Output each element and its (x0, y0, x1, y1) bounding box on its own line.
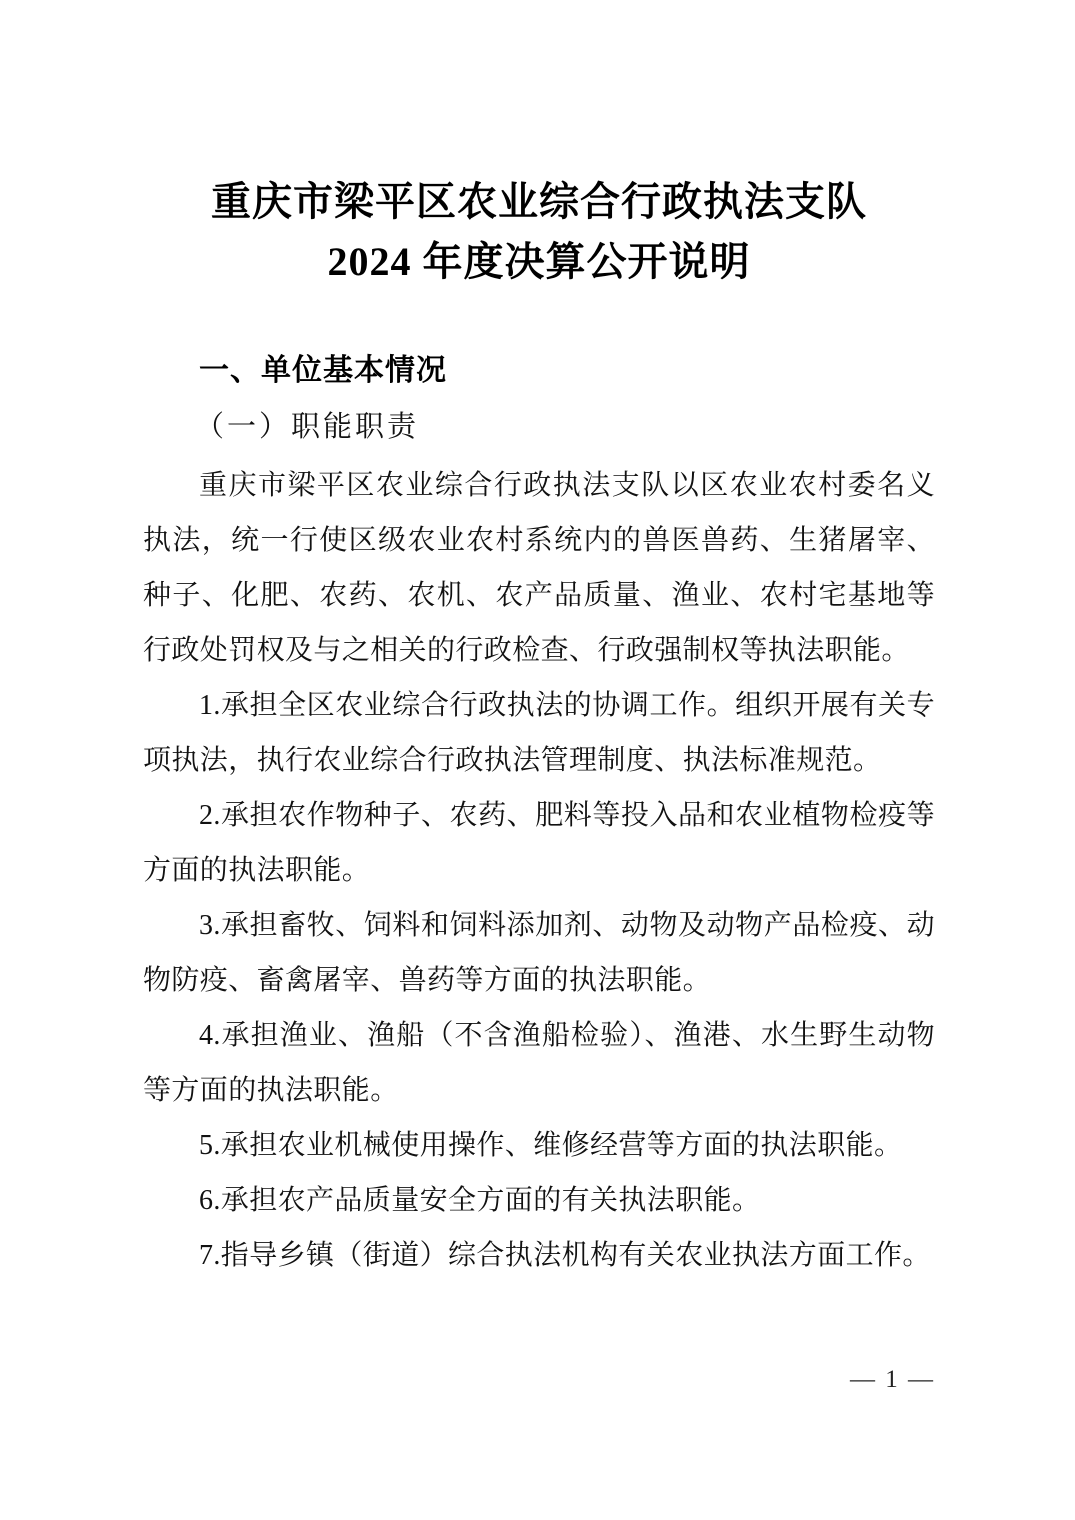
list-item-3: 3.承担畜牧、饲料和饲料添加剂、动物及动物产品检疫、动物防疫、畜禽屠宰、兽药等方面的执法职能。 (143, 910, 935, 996)
sub-section-heading: （一）职能职责 (195, 411, 420, 443)
document-content (143, 0, 935, 1283)
document-title (143, 172, 935, 292)
paragraph-intro: 重庆市梁平区农业综合行政执法支队以区农业农村委名义执法，统一行使区级农业农村系统内的兽医兽药、生猪屠宰、种子、化肥、农药、农机、农产品质量、渔业、农村宅基地等行政处罚权及与之相关的行政检查、行政强制权等执法职能。 (143, 470, 935, 666)
list-item-5: 5.承担农业机械使用操作、维修经营等方面的执法职能。 (199, 1130, 903, 1161)
section-heading: 一、单位基本情况 (199, 354, 447, 387)
list-item-6: 6.承担农产品质量安全方面的有关执法职能。 (199, 1185, 761, 1216)
page-number: — 1 — (850, 1366, 935, 1393)
document-title-line1: 重庆市梁平区农业综合行政执法支队 (211, 179, 867, 224)
document-title-line2: 2024 年度决算公开说明 (327, 239, 751, 284)
list-item-7: 7.指导乡镇（街道）综合执法机构有关农业执法方面工作。 (199, 1240, 931, 1271)
list-item-1: 1.承担全区农业综合行政执法的协调工作。组织开展有关专项执法，执行农业综合行政执法管理制度、执法标准规范。 (143, 690, 935, 776)
list-item-4: 4.承担渔业、渔船（不含渔船检验）、渔港、水生野生动物等方面的执法职能。 (143, 1020, 935, 1106)
body-text (143, 458, 935, 1283)
list-item-2: 2.承担农作物种子、农药、肥料等投入品和农业植物检疫等方面的执法职能。 (143, 800, 935, 886)
